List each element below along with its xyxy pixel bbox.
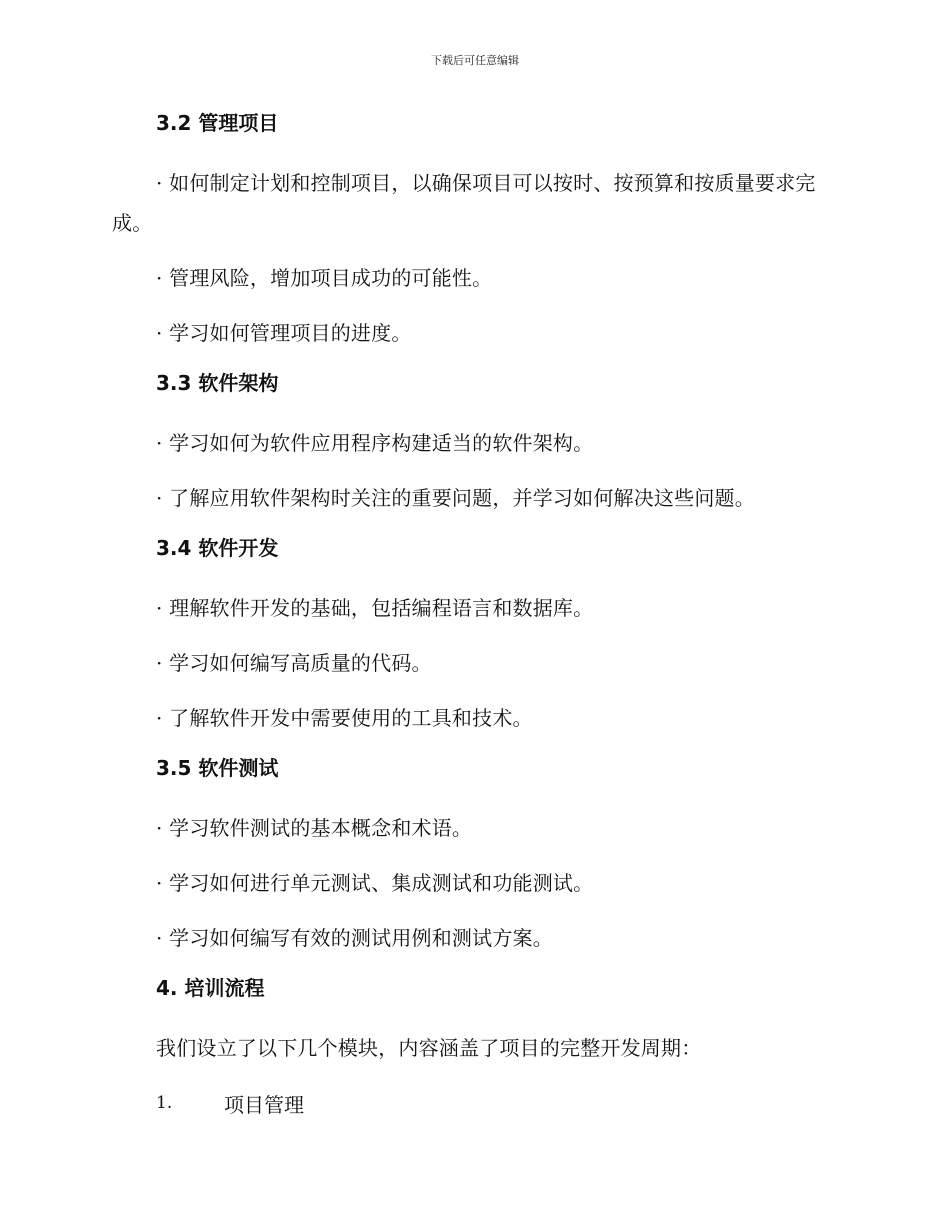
section-heading-3-2: 3.2 管理项目 [156, 111, 279, 135]
paragraph: · 管理风险，增加项目成功的可能性。 [156, 266, 493, 290]
section-heading-3-4: 3.4 软件开发 [156, 536, 279, 560]
paragraph: · 学习如何进行单元测试、集成测试和功能测试。 [156, 871, 594, 895]
document-body [112, 108, 828, 1123]
paragraph: · 了解软件开发中需要使用的工具和技术。 [156, 706, 533, 730]
paragraph-intro: 我们设立了以下几个模块，内容涵盖了项目的完整开发周期： [156, 1036, 702, 1060]
paragraph: · 学习如何管理项目的进度。 [156, 321, 412, 345]
paragraph: · 如何制定计划和控制项目，以确保项目可以按时、按预算和按质量要求完成。 [112, 171, 816, 235]
list-number: 1. [156, 1093, 173, 1113]
page-header: 下载后可任意编辑 [431, 54, 519, 67]
section-heading-3-3: 3.3 软件架构 [156, 371, 279, 395]
section-heading-4: 4. 培训流程 [156, 976, 265, 1000]
paragraph: · 学习如何为软件应用程序构建适当的软件架构。 [156, 431, 594, 455]
paragraph: · 学习如何编写高质量的代码。 [156, 651, 432, 675]
paragraph: · 学习如何编写有效的测试用例和测试方案。 [156, 926, 553, 950]
paragraph: · 学习软件测试的基本概念和术语。 [156, 816, 473, 840]
list-item-text: 项目管理 [224, 1092, 304, 1117]
section-heading-3-5: 3.5 软件测试 [156, 756, 279, 780]
numbered-list-item [112, 1083, 828, 1123]
paragraph: · 理解软件开发的基础，包括编程语言和数据库。 [156, 596, 594, 620]
paragraph: · 了解应用软件架构时关注的重要问题，并学习如何解决这些问题。 [156, 486, 755, 510]
